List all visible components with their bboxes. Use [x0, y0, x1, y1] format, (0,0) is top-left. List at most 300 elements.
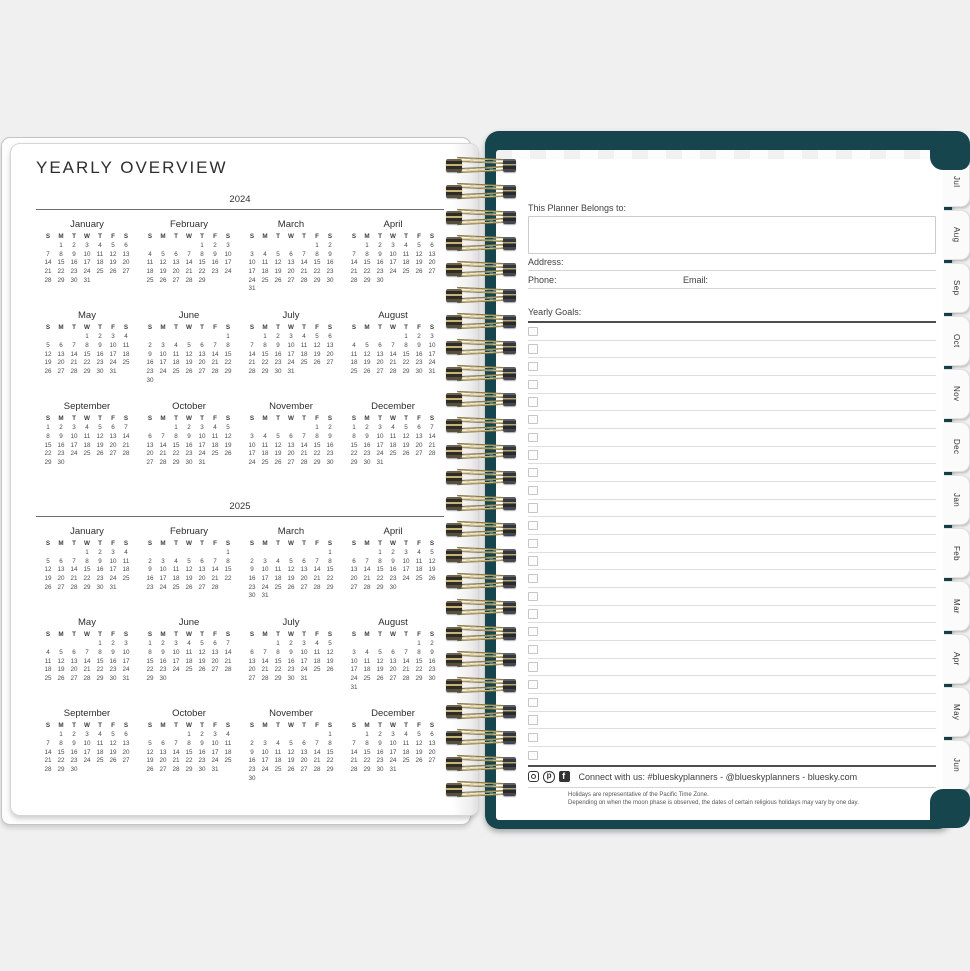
coil-end-right — [503, 653, 516, 666]
date-cell: 16 — [159, 657, 167, 665]
weekday-cell: M — [160, 722, 166, 730]
tab-oct[interactable] — [944, 316, 970, 366]
goal-row — [528, 464, 936, 482]
date-cell: 1 — [85, 333, 89, 341]
date-cell: 16 — [198, 748, 206, 756]
coil-end-left — [446, 263, 462, 276]
date-cell: 2 — [365, 424, 369, 432]
date-cell: 29 — [44, 459, 52, 466]
owner-name-field[interactable] — [528, 216, 936, 254]
date-cell: 27 — [389, 674, 397, 682]
date-cell: 18 — [313, 657, 321, 665]
goal-checkbox[interactable] — [528, 362, 538, 372]
weekday-cell: S — [351, 233, 357, 240]
date-cell: 22 — [376, 575, 384, 583]
weekday-cell: S — [147, 233, 153, 240]
weekday-cell: F — [417, 415, 421, 423]
coil-wire — [457, 573, 506, 580]
goal-checkbox[interactable] — [528, 645, 538, 655]
goal-checkbox[interactable] — [528, 556, 538, 566]
date-cell: 16 — [70, 259, 78, 267]
coil-wire — [457, 729, 506, 736]
date-cell: 29 — [363, 766, 371, 773]
goal-checkbox[interactable] — [528, 574, 538, 584]
date-cell: 3 — [430, 333, 434, 341]
goal-row — [528, 341, 936, 359]
date-cell: 10 — [428, 341, 436, 349]
date-cell: 31 — [248, 285, 256, 293]
date-cell: 25 — [146, 276, 154, 284]
goal-checkbox[interactable] — [528, 698, 538, 708]
coil-end-left — [446, 575, 462, 588]
month-grid — [36, 721, 138, 774]
date-cell: 7 — [174, 739, 178, 747]
weekday-cell: F — [111, 631, 115, 639]
weekday-cell: S — [123, 415, 129, 423]
date-cell: 8 — [98, 648, 102, 656]
date-cell: 26 — [402, 450, 410, 458]
date-cell: 30 — [326, 276, 334, 284]
date-cell: 18 — [300, 350, 308, 358]
binding-coil — [446, 340, 516, 354]
goal-checkbox[interactable] — [528, 344, 538, 354]
date-cell: 6 — [200, 341, 204, 349]
goal-checkbox[interactable] — [528, 733, 538, 743]
date-cell: 29 — [350, 459, 358, 466]
date-cell: 22 — [83, 359, 91, 367]
coil-end-right — [503, 159, 516, 172]
month-grid — [240, 232, 342, 294]
month-name: June — [178, 310, 200, 322]
date-cell: 2 — [250, 557, 254, 565]
date-cell: 19 — [363, 359, 371, 367]
goal-checkbox[interactable] — [528, 380, 538, 390]
date-cell: 29 — [198, 276, 206, 284]
weekday-cell: S — [327, 631, 333, 639]
date-cell: 23 — [159, 666, 167, 674]
month-name: February — [169, 526, 208, 537]
weekday-cell: S — [249, 415, 255, 423]
date-cell: 26 — [274, 276, 282, 284]
date-cell: 1 — [315, 242, 319, 249]
date-cell: 20 — [172, 268, 180, 276]
weekday-cell: W — [186, 324, 192, 332]
month-grid — [138, 414, 240, 467]
date-cell: 30 — [428, 674, 436, 682]
binding-coil — [446, 158, 516, 172]
weekday-cell: T — [378, 540, 382, 547]
date-cell: 19 — [44, 359, 52, 367]
month-calendar-february — [138, 219, 240, 294]
weekday-cell: S — [351, 722, 357, 730]
date-cell: 2 — [98, 333, 102, 341]
goal-checkbox[interactable] — [528, 486, 538, 496]
date-cell: 20 — [109, 441, 117, 449]
goal-checkbox[interactable] — [528, 592, 538, 602]
blank-cell — [144, 333, 157, 342]
date-cell: 29 — [83, 583, 91, 591]
goal-checkbox[interactable] — [528, 433, 538, 443]
date-cell: 15 — [224, 350, 232, 358]
date-cell: 4 — [174, 557, 178, 565]
tab-jun[interactable] — [944, 740, 970, 790]
weekday-cell: M — [58, 722, 64, 730]
date-cell: 17 — [159, 575, 167, 583]
month-grid — [138, 232, 240, 285]
weekday-cell: W — [84, 631, 90, 639]
blank-cell — [183, 549, 196, 558]
date-cell: 4 — [85, 424, 89, 432]
date-cell: 13 — [428, 250, 436, 258]
tab-sep[interactable] — [944, 263, 970, 313]
date-cell: 25 — [402, 757, 410, 765]
tab-aug[interactable] — [944, 210, 970, 260]
date-cell: 24 — [428, 359, 436, 367]
date-cell: 13 — [300, 566, 308, 574]
blank-cell — [246, 731, 259, 740]
date-cell: 21 — [70, 359, 78, 367]
month-grid — [342, 721, 444, 774]
date-cell: 29 — [224, 367, 232, 375]
month-name: August — [378, 617, 408, 629]
tab-mar[interactable] — [944, 581, 970, 631]
date-cell: 5 — [430, 549, 434, 556]
date-cell: 10 — [350, 657, 358, 665]
date-cell: 25 — [261, 276, 269, 284]
coil-end-right — [503, 185, 516, 198]
coil-end-left — [446, 731, 462, 744]
month-grid — [240, 539, 342, 601]
date-cell: 15 — [326, 566, 334, 574]
blank-cell — [144, 242, 157, 251]
coil-end-left — [446, 159, 462, 172]
date-cell: 12 — [274, 259, 282, 267]
goal-checkbox[interactable] — [528, 397, 538, 407]
date-cell: 21 — [402, 666, 410, 674]
date-cell: 19 — [274, 268, 282, 276]
date-cell: 3 — [226, 242, 230, 249]
weekday-cell: F — [111, 722, 115, 730]
date-cell: 15 — [326, 748, 334, 756]
weekday-cell: F — [417, 233, 421, 240]
date-cell: 26 — [313, 359, 321, 367]
goal-checkbox[interactable] — [528, 609, 538, 619]
goal-row — [528, 747, 936, 765]
date-cell: 25 — [350, 367, 358, 375]
date-cell: 14 — [122, 432, 130, 440]
goal-checkbox[interactable] — [528, 680, 538, 690]
date-cell: 7 — [352, 250, 356, 258]
date-cell: 9 — [98, 557, 102, 565]
weekday-cell: S — [327, 324, 333, 332]
date-cell: 12 — [326, 648, 334, 656]
weekday-cell: M — [160, 415, 166, 423]
date-cell: 13 — [211, 648, 219, 656]
date-cell: 7 — [352, 739, 356, 747]
date-cell: 8 — [378, 557, 382, 565]
goal-checkbox[interactable] — [528, 627, 538, 637]
date-cell: 22 — [313, 268, 321, 276]
weekday-cell: F — [315, 415, 319, 423]
weekday-cell: S — [225, 631, 231, 639]
date-cell: 10 — [172, 648, 180, 656]
date-cell: 22 — [326, 757, 334, 765]
weekday-cell: F — [213, 540, 217, 547]
date-cell: 8 — [315, 432, 319, 440]
date-cell: 23 — [211, 268, 219, 276]
blank-cell — [348, 731, 361, 740]
date-cell: 4 — [315, 640, 319, 648]
goal-checkbox[interactable] — [528, 468, 538, 478]
date-cell: 23 — [376, 268, 384, 276]
weekday-cell: T — [276, 631, 280, 639]
date-cell: 17 — [287, 350, 295, 358]
date-cell: 10 — [83, 739, 91, 747]
date-cell: 23 — [376, 757, 384, 765]
date-cell: 27 — [428, 757, 436, 765]
date-cell: 27 — [428, 268, 436, 276]
coil-wire — [457, 634, 506, 641]
date-cell: 31 — [198, 459, 206, 466]
date-cell: 8 — [315, 250, 319, 258]
date-cell: 17 — [389, 748, 397, 756]
date-cell: 9 — [161, 648, 165, 656]
date-cell: 23 — [363, 450, 371, 458]
date-cell: 28 — [402, 674, 410, 682]
date-cell: 10 — [261, 566, 269, 574]
goal-row — [528, 588, 936, 606]
date-cell: 8 — [59, 739, 63, 747]
date-cell: 30 — [389, 583, 397, 591]
goal-checkbox[interactable] — [528, 751, 538, 761]
date-cell: 17 — [211, 748, 219, 756]
date-cell: 3 — [161, 341, 165, 349]
date-cell: 22 — [83, 575, 91, 583]
address-label: Address: — [528, 257, 564, 267]
date-cell: 23 — [415, 359, 423, 367]
date-cell: 21 — [44, 268, 52, 276]
date-cell: 14 — [248, 350, 256, 358]
date-cell: 24 — [70, 450, 78, 458]
date-cell: 1 — [417, 640, 421, 648]
blank-cell — [42, 242, 55, 251]
tab-apr[interactable] — [944, 634, 970, 684]
weekday-cell: F — [417, 631, 421, 639]
date-cell: 31 — [83, 276, 91, 284]
weekday-cell: T — [378, 631, 382, 639]
coil-wire — [457, 755, 506, 762]
weekday-cell: M — [262, 722, 268, 730]
coil-wire — [457, 781, 506, 788]
date-cell: 25 — [122, 359, 130, 367]
date-cell: 21 — [44, 757, 52, 765]
coil-wire — [457, 209, 506, 216]
date-cell: 5 — [187, 341, 191, 349]
weekday-cell: M — [262, 415, 268, 423]
page-title: YEARLY OVERVIEW — [36, 158, 228, 177]
coil-end-right — [503, 289, 516, 302]
weekday-cell: F — [111, 540, 115, 547]
date-cell: 22 — [185, 757, 193, 765]
date-cell: 19 — [313, 350, 321, 358]
blank-cell — [42, 333, 55, 342]
date-cell: 23 — [287, 666, 295, 674]
date-cell: 18 — [122, 350, 130, 358]
date-cell: 10 — [83, 250, 91, 258]
goal-row — [528, 482, 936, 500]
date-cell: 9 — [111, 648, 115, 656]
month-grid — [342, 323, 444, 376]
coil-wire — [457, 651, 506, 658]
weekday-cell: W — [288, 631, 294, 639]
date-cell: 7 — [365, 557, 369, 565]
month-calendar-june — [138, 310, 240, 385]
date-cell: 21 — [363, 575, 371, 583]
goal-checkbox[interactable] — [528, 715, 538, 725]
tab-label: Mar — [952, 598, 961, 614]
goal-checkbox[interactable] — [528, 450, 538, 460]
date-cell: 16 — [96, 350, 104, 358]
blank-cell — [298, 242, 311, 251]
goal-checkbox[interactable] — [528, 415, 538, 425]
date-cell: 25 — [274, 766, 282, 773]
date-cell: 18 — [172, 575, 180, 583]
date-cell: 14 — [389, 350, 397, 358]
tab-label: Oct — [952, 334, 961, 348]
date-cell: 11 — [44, 657, 52, 665]
date-cell: 22 — [274, 666, 282, 674]
blank-cell — [259, 640, 272, 649]
coil-end-left — [446, 211, 462, 224]
date-cell: 14 — [185, 259, 193, 267]
date-cell: 6 — [302, 557, 306, 565]
date-cell: 26 — [44, 367, 52, 375]
blank-cell — [157, 333, 170, 342]
coil-end-right — [503, 263, 516, 276]
weekday-cell: F — [417, 722, 421, 730]
date-cell: 3 — [85, 731, 89, 739]
goal-row — [528, 323, 936, 341]
tab-jan[interactable] — [944, 475, 970, 525]
date-cell: 1 — [46, 424, 50, 432]
coil-end-right — [503, 393, 516, 406]
date-cell: 4 — [302, 333, 306, 341]
tab-may[interactable] — [944, 687, 970, 737]
weekday-cell: S — [225, 233, 231, 240]
date-cell: 6 — [430, 731, 434, 739]
date-cell: 7 — [124, 424, 128, 432]
tab-dec[interactable] — [944, 422, 970, 472]
date-cell: 27 — [122, 268, 130, 276]
connect-text: Connect with us: #blueskyplanners - @blueskyplanners - bluesky.com — [578, 771, 858, 782]
date-cell: 21 — [224, 657, 232, 665]
date-cell: 8 — [85, 341, 89, 349]
date-cell: 15 — [415, 657, 423, 665]
address-line — [528, 270, 936, 271]
date-cell: 7 — [187, 250, 191, 258]
date-cell: 27 — [248, 674, 256, 682]
date-cell: 17 — [159, 359, 167, 367]
date-cell: 4 — [98, 242, 102, 249]
date-cell: 13 — [172, 259, 180, 267]
date-cell: 13 — [198, 350, 206, 358]
goal-row — [528, 729, 936, 747]
date-cell: 18 — [402, 259, 410, 267]
weekday-cell: F — [315, 540, 319, 547]
date-cell: 14 — [300, 441, 308, 449]
date-cell: 15 — [57, 748, 65, 756]
date-cell: 26 — [57, 674, 65, 682]
weekday-cell: T — [404, 722, 408, 730]
tab-feb[interactable] — [944, 528, 970, 578]
date-cell: 28 — [350, 766, 358, 773]
date-cell: 8 — [46, 432, 50, 440]
date-cell: 2 — [213, 242, 217, 249]
date-cell: 18 — [83, 441, 91, 449]
goal-checkbox[interactable] — [528, 521, 538, 531]
date-cell: 23 — [248, 583, 256, 591]
coil-end-right — [503, 341, 516, 354]
coil-wire — [457, 582, 506, 589]
goal-checkbox[interactable] — [528, 539, 538, 549]
weekday-cell: W — [390, 324, 396, 332]
date-cell: 25 — [185, 666, 193, 674]
weekday-cell: M — [364, 233, 370, 240]
month-name: September — [63, 708, 111, 720]
weekday-cell: T — [174, 540, 178, 547]
date-cell: 4 — [98, 731, 102, 739]
date-cell: 12 — [96, 432, 104, 440]
month-calendar-february — [138, 526, 240, 601]
goal-checkbox[interactable] — [528, 662, 538, 672]
weekday-cell: T — [276, 540, 280, 547]
date-cell: 14 — [300, 259, 308, 267]
date-cell: 13 — [122, 739, 130, 747]
date-cell: 24 — [350, 674, 358, 682]
goal-row — [528, 358, 936, 376]
date-cell: 8 — [200, 250, 204, 258]
date-cell: 14 — [44, 259, 52, 267]
date-cell: 4 — [276, 739, 280, 747]
month-calendar-april — [342, 219, 444, 294]
goal-checkbox[interactable] — [528, 327, 538, 337]
date-cell: 4 — [46, 648, 50, 656]
coil-end-right — [503, 315, 516, 328]
date-cell: 30 — [415, 367, 423, 375]
month-grid — [36, 630, 138, 683]
date-cell: 25 — [415, 575, 423, 583]
weekday-cell: T — [98, 233, 102, 240]
weekday-cell: W — [186, 722, 192, 730]
date-cell: 19 — [402, 441, 410, 449]
coil-wire — [457, 790, 506, 797]
tab-nov[interactable] — [944, 369, 970, 419]
weekday-cell: F — [315, 233, 319, 240]
date-cell: 4 — [263, 432, 267, 440]
goal-checkbox[interactable] — [528, 503, 538, 513]
date-cell: 3 — [263, 739, 267, 747]
weekday-cell: S — [249, 233, 255, 240]
weekday-cell: W — [186, 631, 192, 639]
month-name: September — [63, 401, 111, 413]
weekday-cell: W — [84, 540, 90, 547]
coil-wire — [457, 712, 506, 719]
weekday-cell: F — [111, 233, 115, 240]
date-cell: 1 — [404, 333, 408, 341]
date-cell: 7 — [161, 432, 165, 440]
month-calendar-july — [240, 617, 342, 692]
blank-cell — [259, 242, 272, 251]
